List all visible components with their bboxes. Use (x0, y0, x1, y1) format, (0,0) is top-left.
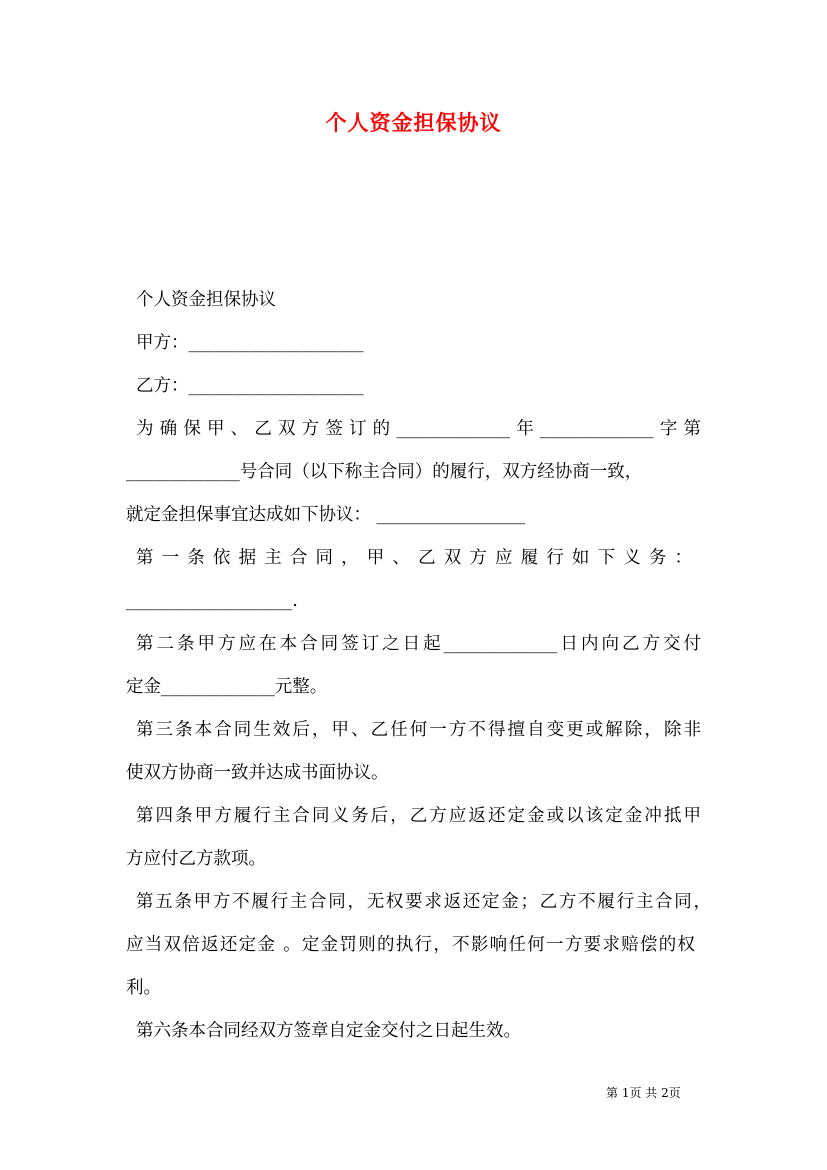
article-1-line: 第一条依据主合同，甲、乙双方应履行如下义务： (136, 548, 692, 568)
body-line: 就定金担保事宜达成如下协议： _________________ (126, 505, 526, 525)
party-a-line: 甲方：____________________ (136, 333, 364, 353)
body-line: 应当双倍返还定金 。定金罚则的执行，不影响任何一方要求赔偿的权 (126, 935, 695, 955)
article-3-line: 第三条本合同生效后，甲、乙任何一方不得擅自变更或解除，除非 (136, 720, 701, 740)
article-4-line: 第四条甲方履行主合同义务后，乙方应返还定金或以该定金冲抵甲 (136, 806, 701, 826)
page-number: 第 1页 共 2页 (606, 1086, 681, 1100)
body-line: ___________________. (126, 591, 298, 611)
article-6-line: 第六条本合同经双方签章自定金交付之日起生效。 (136, 1021, 521, 1041)
body-line: 个人资金担保协议 (136, 290, 276, 310)
body-line: 定金_____________元整。 (126, 677, 328, 697)
article-2-line: 第二条甲方应在本合同签订之日起_____________日内向乙方交付 (136, 634, 701, 654)
body-line: 方应付乙方款项。 (126, 849, 266, 869)
document-title: 个人资金担保协议 (325, 110, 502, 135)
article-5-line: 第五条甲方不履行主合同，无权要求返还定金；乙方不履行主合同， (136, 892, 711, 912)
party-b-line: 乙方：____________________ (136, 376, 364, 396)
body-line: 为确保甲、乙双方签订的_____________年_____________字第 (136, 419, 701, 439)
body-line: 使双方协商一致并达成书面协议。 (126, 763, 389, 783)
body-line: _____________号合同（以下称主合同）的履行，双方经协商一致， (126, 462, 643, 482)
body-line: 利。 (126, 978, 161, 998)
